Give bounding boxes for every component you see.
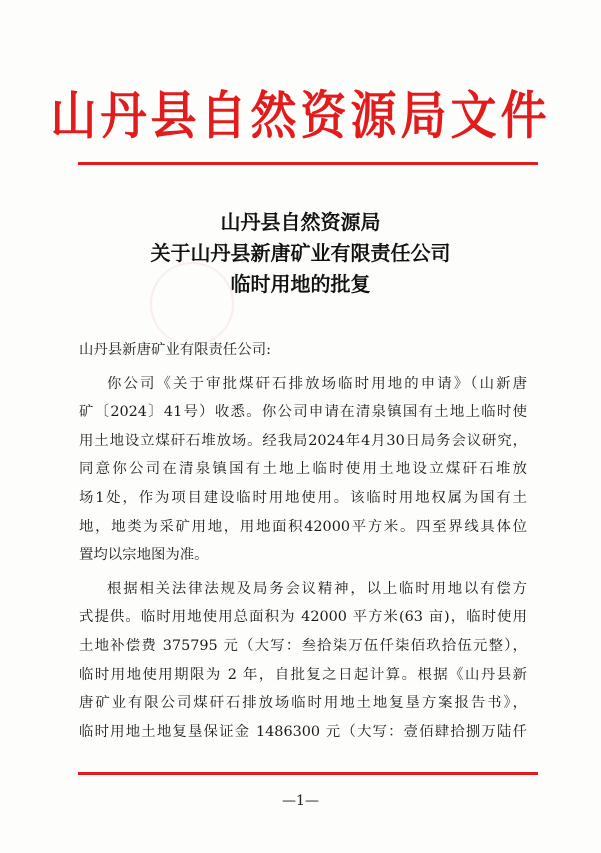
document-title [0,207,601,300]
paragraph-1-line: 置均以宗地图为准。 [79,547,209,564]
paragraph-1 [79,370,527,570]
addressee: 山丹县新唐矿业有限责任公司: [79,342,271,358]
masthead-title: 山丹县自然资源局文件 [50,85,551,146]
footer-red-rule [78,772,538,775]
paragraph-2-line: 临时用地土地复垦保证金 1486300 元（大写：壹佰肆拾捌万陆仟 [79,723,527,740]
paragraph-1-line: 用土地设立煤矸石堆放场。经我局2024年4月30日局务会议研究， [79,432,527,449]
document-body [79,336,527,746]
title-line-2: 关于山丹县新唐矿业有限责任公司 [150,241,451,265]
paragraph-2-line: 根据相关法律法规及局务会议精神，以上临时用地以有偿方 [107,580,527,597]
paragraph-2 [79,575,527,747]
paragraph-2-line: 临时用地使用期限为 2 年，自批复之日起计算。根据《山丹县新 [79,666,527,683]
paragraph-1-line: 场1处，作为项目建设临时用地使用。该临时用地权属为国有土 [79,489,527,506]
masthead-red-rule [78,162,538,165]
paragraph-2-line: 唐矿业有限公司煤矸石排放场临时用地土地复垦方案报告书》， [79,695,527,712]
paragraph-1-line: 同意你公司在清泉镇国有土地上临时使用土地设立煤矸石堆放 [79,461,527,478]
paragraph-1-line: 你公司《关于审批煤矸石排放场临时用地的申请》（山新唐 [107,375,527,392]
paragraph-1-line: 矿〔2024〕41号）收悉。你公司申请在清泉镇国有土地上临时使 [79,404,527,421]
title-line-3: 临时用地的批复 [230,272,371,296]
paragraph-2-line: 式提供。临时用地使用总面积为 42000 平方米(63 亩)，临时使用 [79,609,527,626]
paragraph-2-line: 土地补偿费 375795 元（大写：叁拾柒万伍仟柒佰玖拾伍元整）， [79,637,527,654]
paragraph-1-line: 地，地类为采矿用地，用地面积42000平方米。四至界线具体位 [79,518,527,535]
title-line-1: 山丹县自然资源局 [220,210,381,234]
page-number: —1— [282,793,319,809]
